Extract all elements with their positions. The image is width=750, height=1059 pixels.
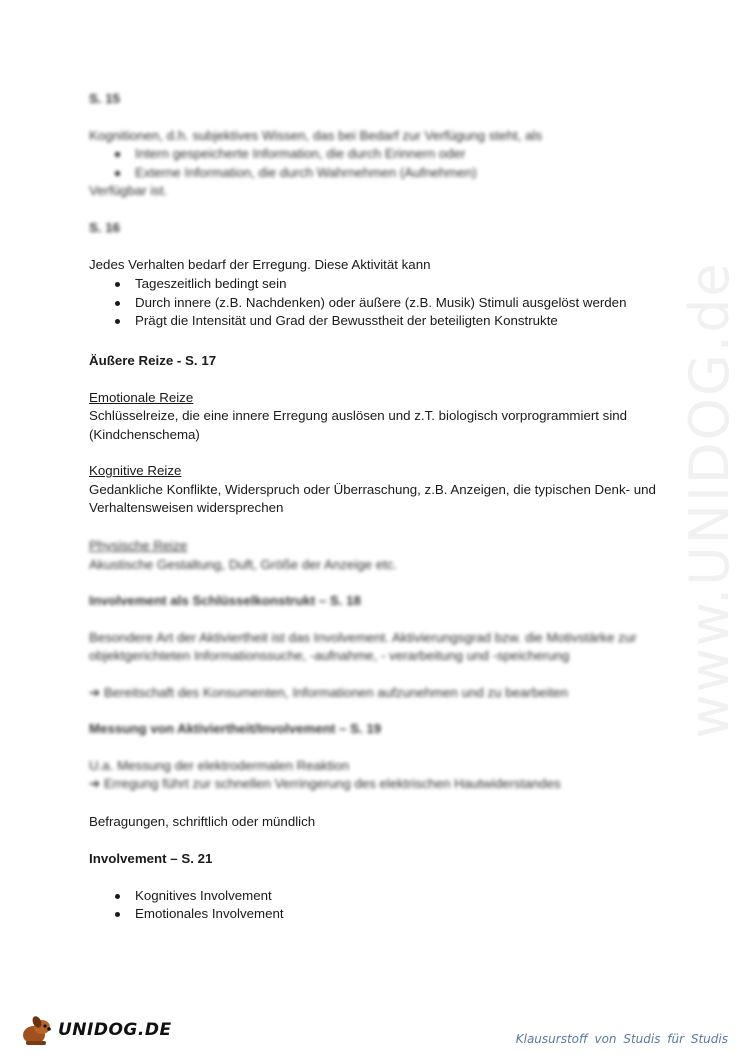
activation-intro-wrapper <box>89 256 489 275</box>
external-stimuli-section <box>89 352 664 518</box>
paragraph-measurement: U.a. Messung der elektrodermalen Reaktion <box>89 757 350 773</box>
list-item: Durch innere (z.B. Nachdenken) oder äußere (z.B. Musik) Stimuli ausgelöst werden <box>89 294 664 313</box>
physical-stimuli-title: Physische Reize <box>89 538 188 553</box>
list-item: Kognitives Involvement <box>89 887 664 906</box>
involvement-section <box>89 850 664 924</box>
activation-section <box>89 275 664 331</box>
watermark: www.UNIDOG.de <box>678 261 741 739</box>
section-heading-involvement: Involvement – S. 21 <box>89 851 213 866</box>
list-item: Emotionales Involvement <box>89 905 664 924</box>
emotional-stimuli-title: Emotionale Reize <box>89 389 194 405</box>
dog-icon <box>20 1015 60 1047</box>
section-heading-external-stimuli: Äußere Reize - S. 17 <box>89 353 217 368</box>
cognitive-stimuli-title: Kognitive Reize <box>89 463 182 478</box>
paragraph-available: Verfügbar ist. <box>89 183 168 198</box>
section-heading-s16: S. 16 <box>89 219 121 235</box>
logo-text: UNIDOG.DE <box>58 1020 172 1040</box>
paragraph-cognitions: Kognitionen, d.h. subjektives Wissen, das bei Bedarf zur Verfügung steht, als <box>89 127 543 143</box>
activation-list <box>89 275 664 331</box>
paragraph-involvement-arrow: ➔ Bereitschaft des Konsumenten, Informationen aufzunehmen und zu bearbeiten <box>89 684 569 700</box>
footer-tagline: Klausurstoff von Studis für Studis <box>515 1032 728 1046</box>
survey-section <box>89 813 664 832</box>
involvement-list <box>89 887 664 924</box>
cognitive-stimuli-text: Gedankliche Konflikte, Widerspruch oder Überraschung, z.B. Anzeigen, die typischen Denk- und Verhaltensweisen widersprechen <box>89 481 656 515</box>
unidog-logo <box>20 1015 172 1047</box>
blurred-top-section <box>89 90 664 237</box>
list-item: Tageszeitlich bedingt sein <box>89 275 664 294</box>
blurred-middle-section <box>89 537 664 794</box>
list-item: Intern gespeicherte Information, die durch Erinnern oder <box>89 145 664 164</box>
paragraph-measurement-arrow: ➔ Erregung führt zur schnellen Verringerung des elektrischen Hautwiderstandes <box>89 776 561 791</box>
section-heading-s15: S. 15 <box>89 91 121 106</box>
emotional-stimuli-text: Schlüsselreize, die eine innere Erregung auslösen und z.T. biologisch vorprogrammiert sind (Kindchenschema) <box>89 408 628 442</box>
list-item: Prägt die Intensität und Grad der Bewusstheit der beteiligten Konstrukte <box>89 312 664 331</box>
activation-intro: Jedes Verhalten bedarf der Erregung. Diese Aktivität kann <box>89 257 431 272</box>
survey-text: Befragungen, schriftlich oder mündlich <box>89 814 316 829</box>
list-item: Externe Information, die durch Wahrnehmen (Aufnehmen) <box>89 164 664 183</box>
section-heading-involvement-key: Involvement als Schlüsselkonstrukt – S. 18 <box>89 593 361 608</box>
section-heading-measurement: Messung von Aktiviertheit/Involvement – S. 19 <box>89 721 382 736</box>
paragraph-involvement-key: Besondere Art der Aktiviertheit ist das Involvement. Aktivierungsgrad bzw. die Motivstärke zur objektgerichteten Informationssuche, -aufnahme, - verarbeitung und -speicherung <box>89 629 637 663</box>
list-cognitions <box>89 145 664 182</box>
physical-stimuli-text: Akustische Gestaltung, Duft, Größe der Anzeige etc. <box>89 556 398 572</box>
